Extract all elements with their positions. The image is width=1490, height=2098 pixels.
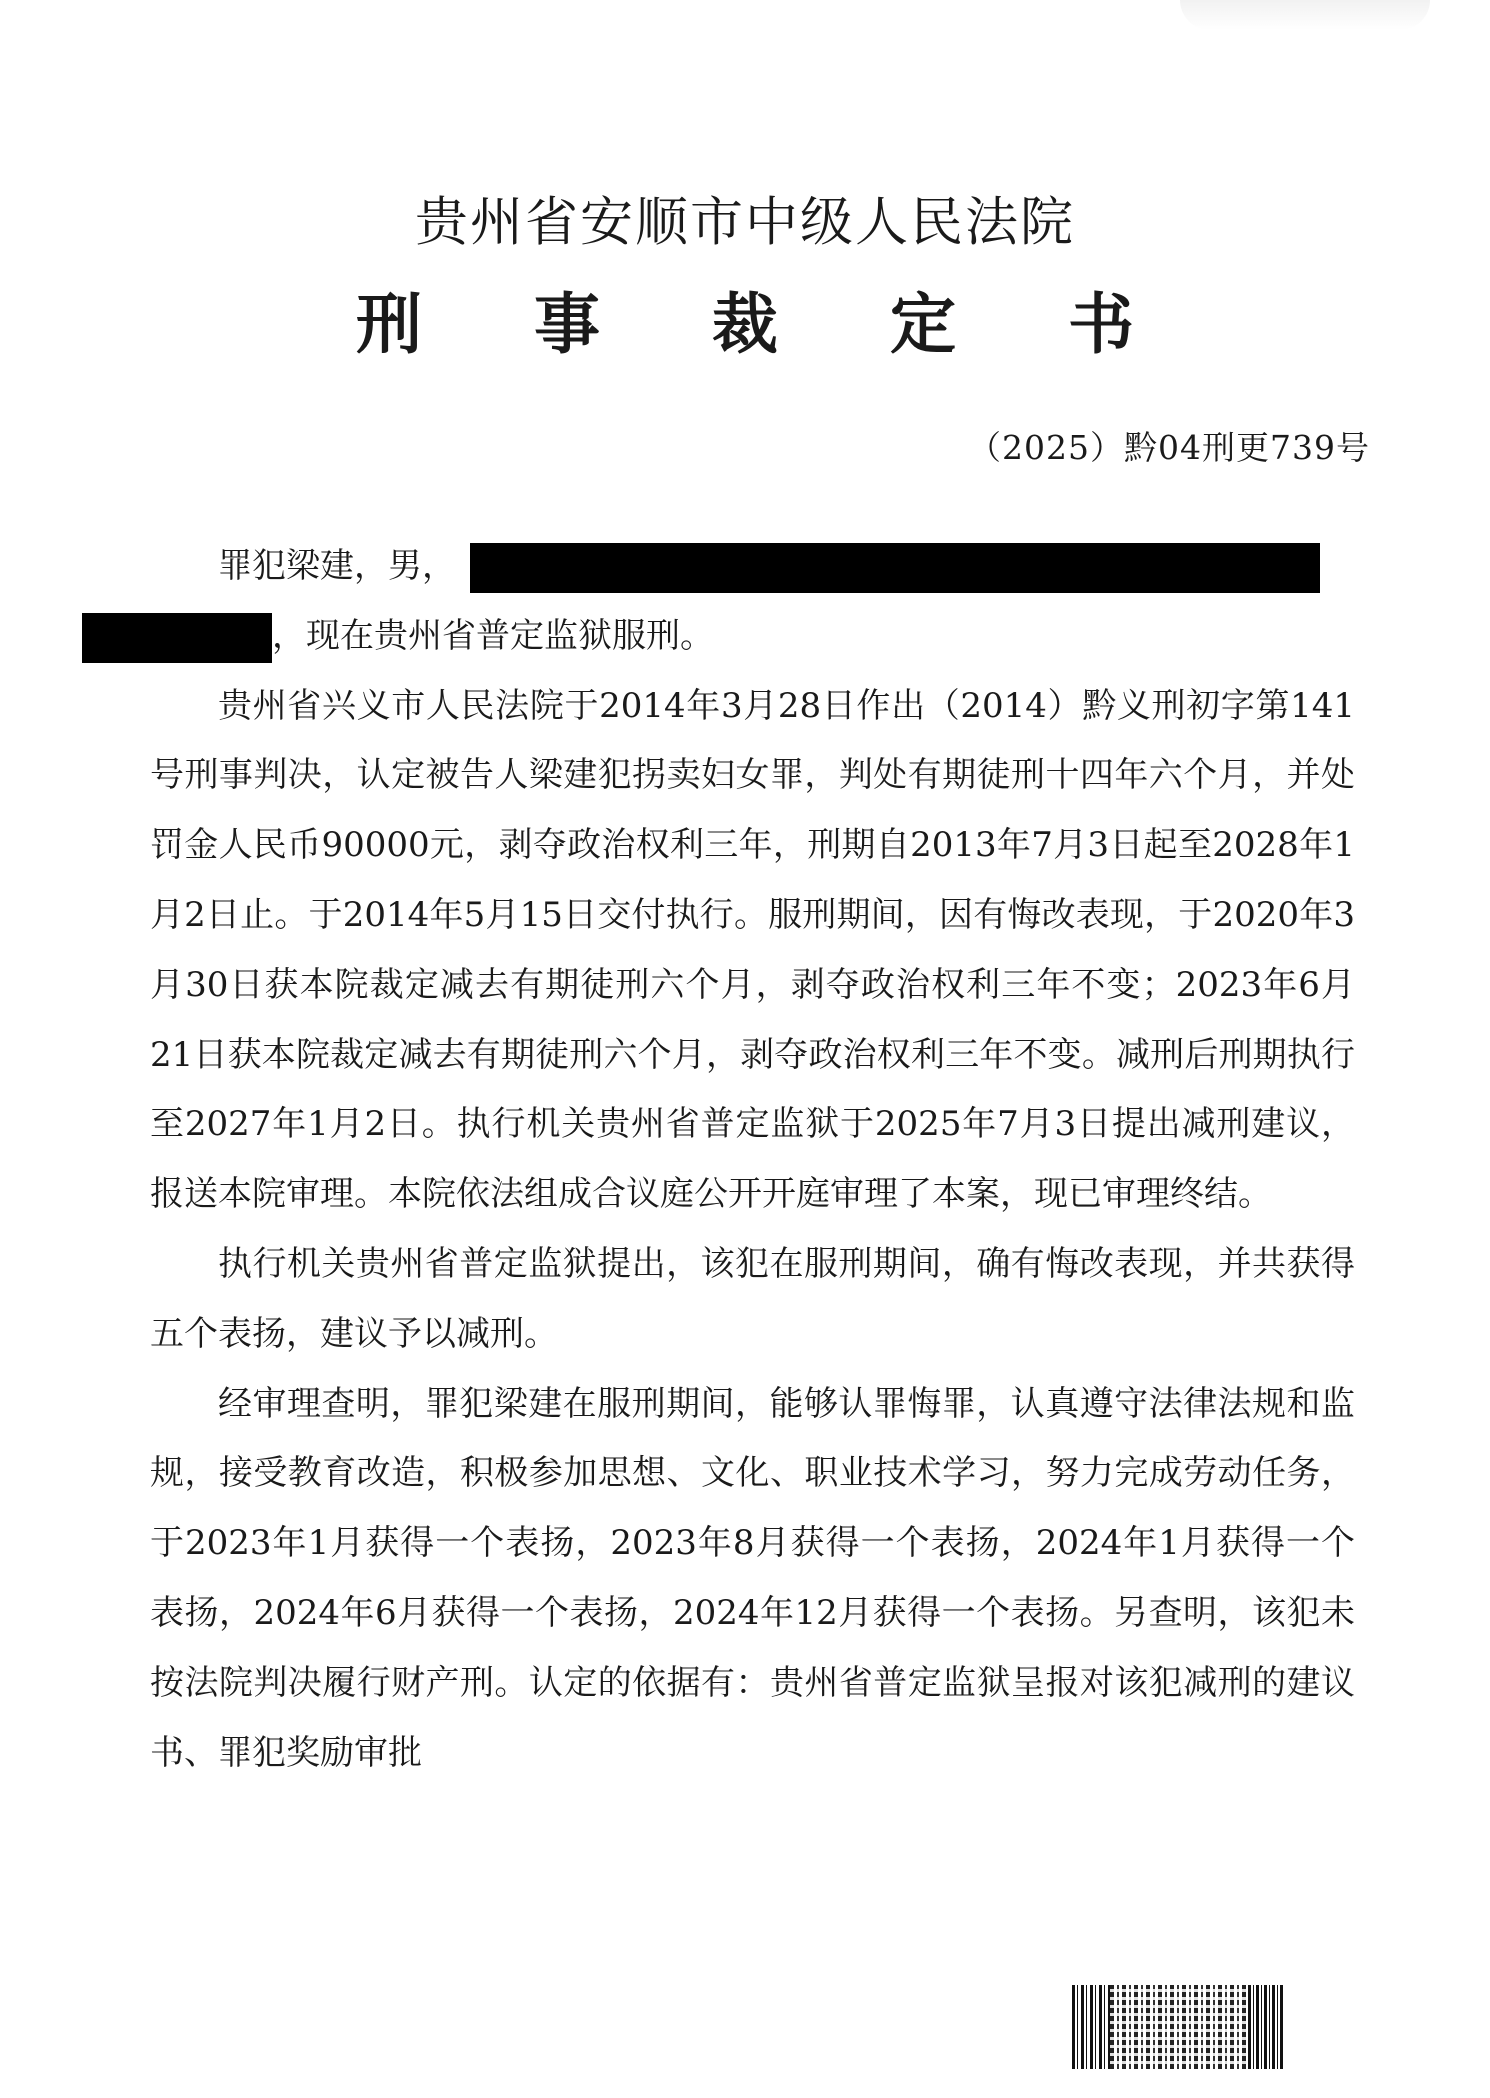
intro-paragraph (150, 532, 1355, 672)
redaction-block (470, 543, 1320, 593)
intro-text-part2: ，现在贵州省普定监狱服刑。 (272, 615, 714, 656)
barcode-matrix (1110, 1985, 1246, 2069)
paragraph-judgment-history: 贵州省兴义市人民法院于2014年3月28日作出（2014）黔义刑初字第141号刑事判决，认定被告人梁建犯拐卖妇女罪，判处有期徒刑十四年六个月，并处罚金人民币90000元，剥夺政治权利三年，刑期自2013年7月3日起至2028年1月2日止。于2014年5月15日交付执行。服刑期间，因有悔改表现，于2020年3月30日获本院裁定减去有期徒刑六个月，剥夺政治权利三年不变；2023年6月21日获本院裁定减去有期徒刑六个月，剥夺政治权利三年不变。减刑后刑期执行至2027年1月2日。执行机关贵州省普定监狱于2025年7月3日提出减刑建议，报送本院审理。本院依法组成合议庭公开开庭审理了本案，现已审理终结。 (150, 685, 1355, 1215)
barcode-bars-left (1072, 1985, 1110, 2069)
redaction-block (82, 613, 272, 663)
barcode-bars-right (1246, 1985, 1284, 2069)
document-body (150, 532, 1355, 1788)
document-title: 刑事裁定书 (356, 286, 1246, 363)
case-number: （2025）黔04刑更739号 (968, 428, 1370, 467)
intro-text-part1: 罪犯梁建，男， (218, 546, 456, 586)
paragraph-findings: 经审理查明，罪犯梁建在服刑期间，能够认罪悔罪，认真遵守法律法规和监规，接受教育改造，积极参加思想、文化、职业技术学习，努力完成劳动任务，于2023年1月获得一个表扬，2023年8月获得一个表扬，2024年1月获得一个表扬，2024年6月获得一个表扬，2024年12月获得一个表扬。另查明，该犯未按法院判决履行财产刑。认定的依据有：贵州省普定监狱呈报对该犯减刑的建议书、罪犯奖励审批 (150, 1383, 1355, 1773)
paragraph-prison-proposal: 执行机关贵州省普定监狱提出，该犯在服刑期间，确有悔改表现，并共获得五个表扬，建议予以减刑。 (150, 1243, 1355, 1354)
court-name: 贵州省安顺市中级人民法院 (415, 192, 1075, 253)
page-fold-shadow (1180, 0, 1430, 30)
document-barcode (1072, 1985, 1284, 2069)
